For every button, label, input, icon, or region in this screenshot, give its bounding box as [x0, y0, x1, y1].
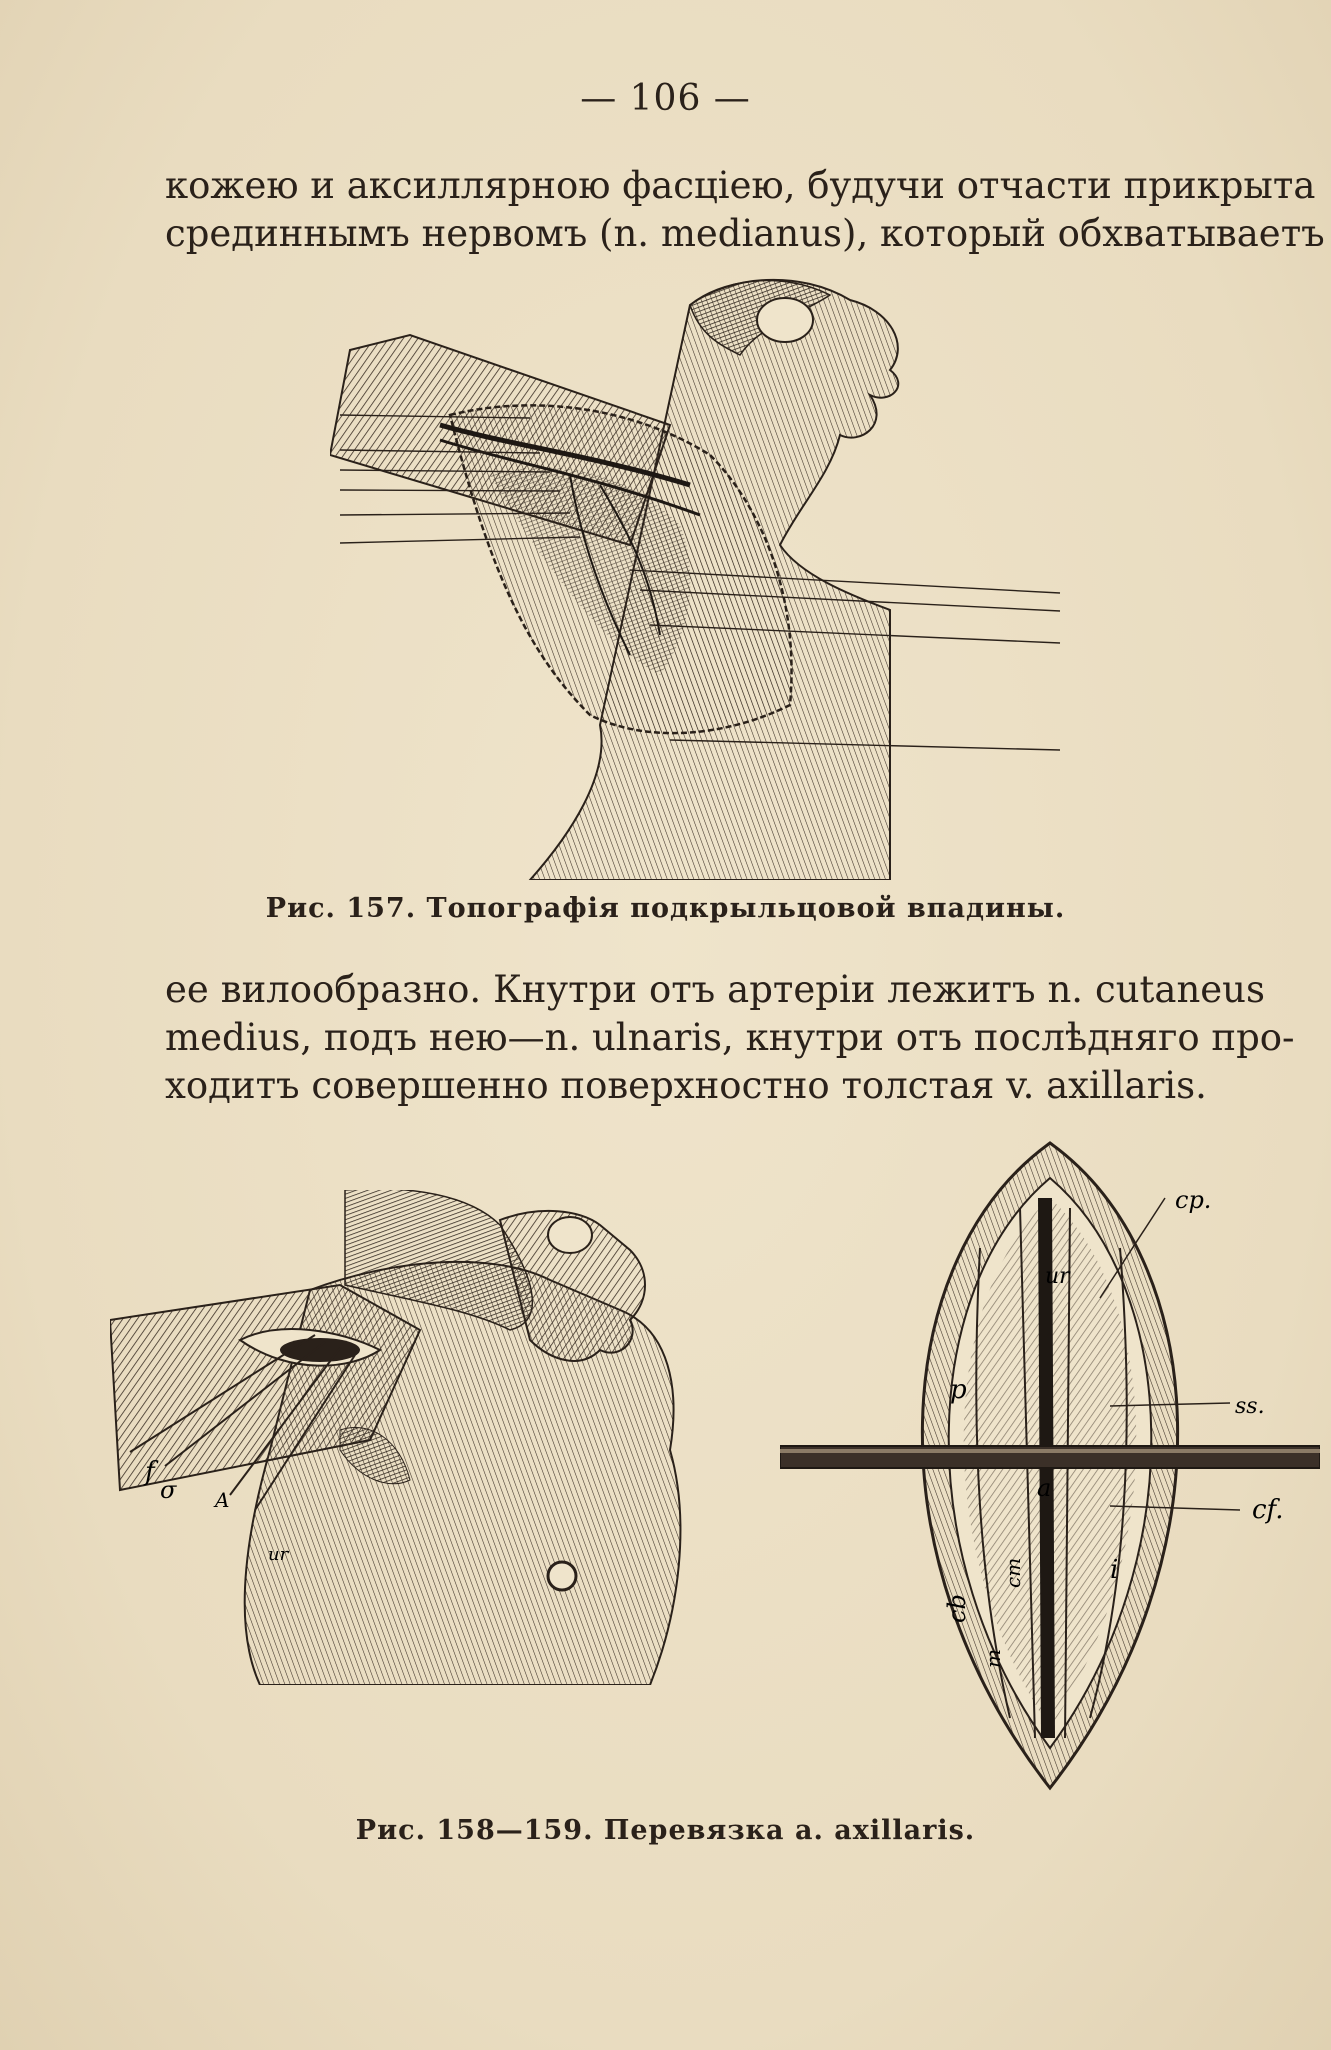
label-cf: cf. — [1252, 1495, 1284, 1525]
label-ur: ur — [1045, 1264, 1070, 1289]
label-ur: ur — [268, 1544, 289, 1565]
text-line: ее вилообразно. Кнутри отъ артеріи лежитъ n. cutaneus — [165, 968, 1265, 1011]
text-line: кожею и аксиллярною фасціею, будучи отчасти прикрыта — [165, 164, 1316, 207]
paragraph-middle — [165, 966, 1295, 1110]
text-line: ходитъ совершенно поверхностно толстая v. axillaris. — [165, 1064, 1207, 1107]
figure-158-illustration — [110, 1190, 750, 1685]
label-cm: cm — [1001, 1557, 1025, 1588]
figure-157-caption: Рис. 157. Топографія подкрыльцовой впадины. — [265, 893, 1066, 924]
label-ss: ss. — [1235, 1394, 1265, 1419]
label-p: p — [950, 1375, 967, 1405]
figure-158-159-caption: Рис. 158—159. Перевязка a. axillaris. — [355, 1815, 976, 1846]
paragraph-top — [165, 162, 1325, 258]
label-i: i — [1110, 1555, 1119, 1585]
label-sigma: σ — [160, 1476, 177, 1504]
label-a: a — [1037, 1474, 1052, 1502]
label-cp: cp. — [1175, 1186, 1212, 1214]
text-line: medius, подъ нею—n. ulnaris, кнутри отъ послѣдняго про- — [165, 1016, 1295, 1059]
label-a: A — [215, 1488, 230, 1512]
figure-157-illustration — [330, 275, 1070, 880]
page-number: — 106 — — [580, 78, 751, 119]
label-cb: cb — [943, 1594, 971, 1623]
text-line: срединнымъ нервомъ (n. medianus), который обхватываетъ — [165, 212, 1325, 255]
figure-159-illustration — [780, 1138, 1320, 1798]
label-m: m — [981, 1649, 1005, 1668]
label-f: f — [145, 1457, 155, 1487]
